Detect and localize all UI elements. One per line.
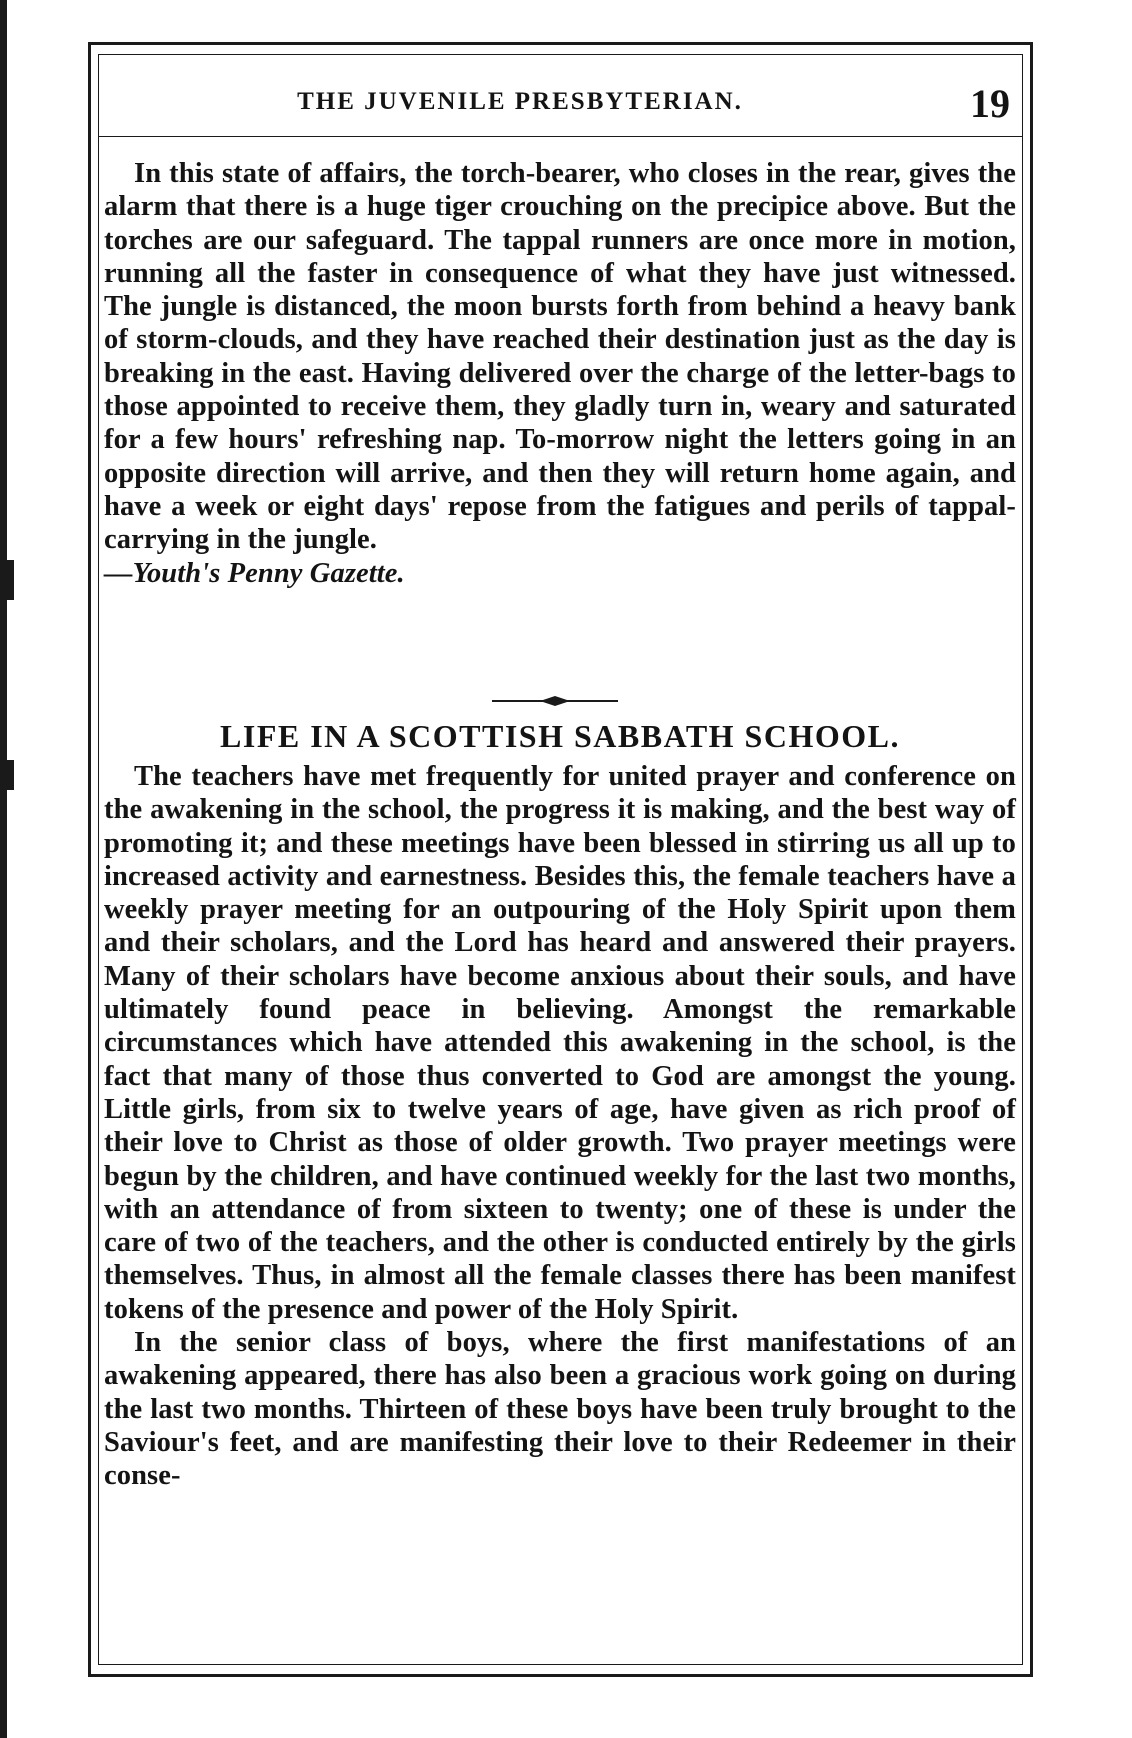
page-number: 19 bbox=[970, 81, 1010, 126]
running-head: THE JUVENILE PRESBYTERIAN. bbox=[297, 88, 743, 115]
source-attribution: —Youth's Penny Gazette. bbox=[104, 557, 405, 589]
binding-notch bbox=[0, 760, 14, 790]
article-paragraph: The teachers have met frequently for united prayer and conference on the awakening in the school, the progress it is making, and the best way of promoting it; and these meetings have been blessed in stirring us all up to increased activity and earnestness. Besides this, the female teachers have a weekly prayer meeting for an outpouring of the Holy Spirit upon them and their scholars, and the Lord has heard and answered their prayers. Many of their scholars have become anxious about their souls, and have ultimately found peace in believing. Amongst the remarkable circumstances which have attended this awakening in the school, is the fact that many of those thus converted to God are amongst the young. Little girls, from six to twelve years of age, have given as rich proof of their love to Christ as those of older growth. Two prayer meetings were begun by the children, and have continued weekly for the last two months, with an attendance of from sixteen to twenty; one of these is under the care of two of the teachers, and the other is conducted entirely by the girls themselves. Thus, in almost all the female classes there has been manifest tokens of the presence and power of the Holy Spirit. bbox=[104, 761, 1016, 1325]
binding-notch bbox=[0, 560, 14, 600]
article-paragraph bbox=[104, 157, 1016, 590]
paragraph-text: In this state of affairs, the torch-bearer, who closes in the rear, gives the alarm that there is a huge tiger crouching on the precipice above. But the torches are our safeguard. The tappal runners are once more in motion, running all the faster in consequence of what they have just witnessed. The jungle is distanced, the moon bursts forth from behind a heavy bank of storm-clouds, and they have reached their destination just as the day is breaking in the east. Having delivered over the charge of the letter-bags to those appointed to receive them, they gladly turn in, weary and saturated for a few hours' refreshing nap. To-morrow night the letters going in an opposite direction will arrive, and then they will return home again, and have a week or eight days' repose from the fatigues and perils of tappal-carrying in the jungle. bbox=[104, 158, 1016, 556]
article-tappal-runners bbox=[104, 157, 1016, 590]
article-sabbath-school bbox=[104, 760, 1016, 1493]
binding-edge bbox=[0, 0, 7, 1738]
section-separator-ornament bbox=[490, 695, 620, 707]
header-rule bbox=[98, 136, 1023, 137]
article-title: LIFE IN A SCOTTISH SABBATH SCHOOL. bbox=[220, 718, 900, 754]
article-paragraph: In the senior class of boys, where the first manifestations of an awakening appeared, there has also been a gracious work going on during the last two months. Thirteen of these boys have been truly brought to the Saviour's feet, and are manifesting their love to their Redeemer in their conse- bbox=[104, 1327, 1016, 1492]
